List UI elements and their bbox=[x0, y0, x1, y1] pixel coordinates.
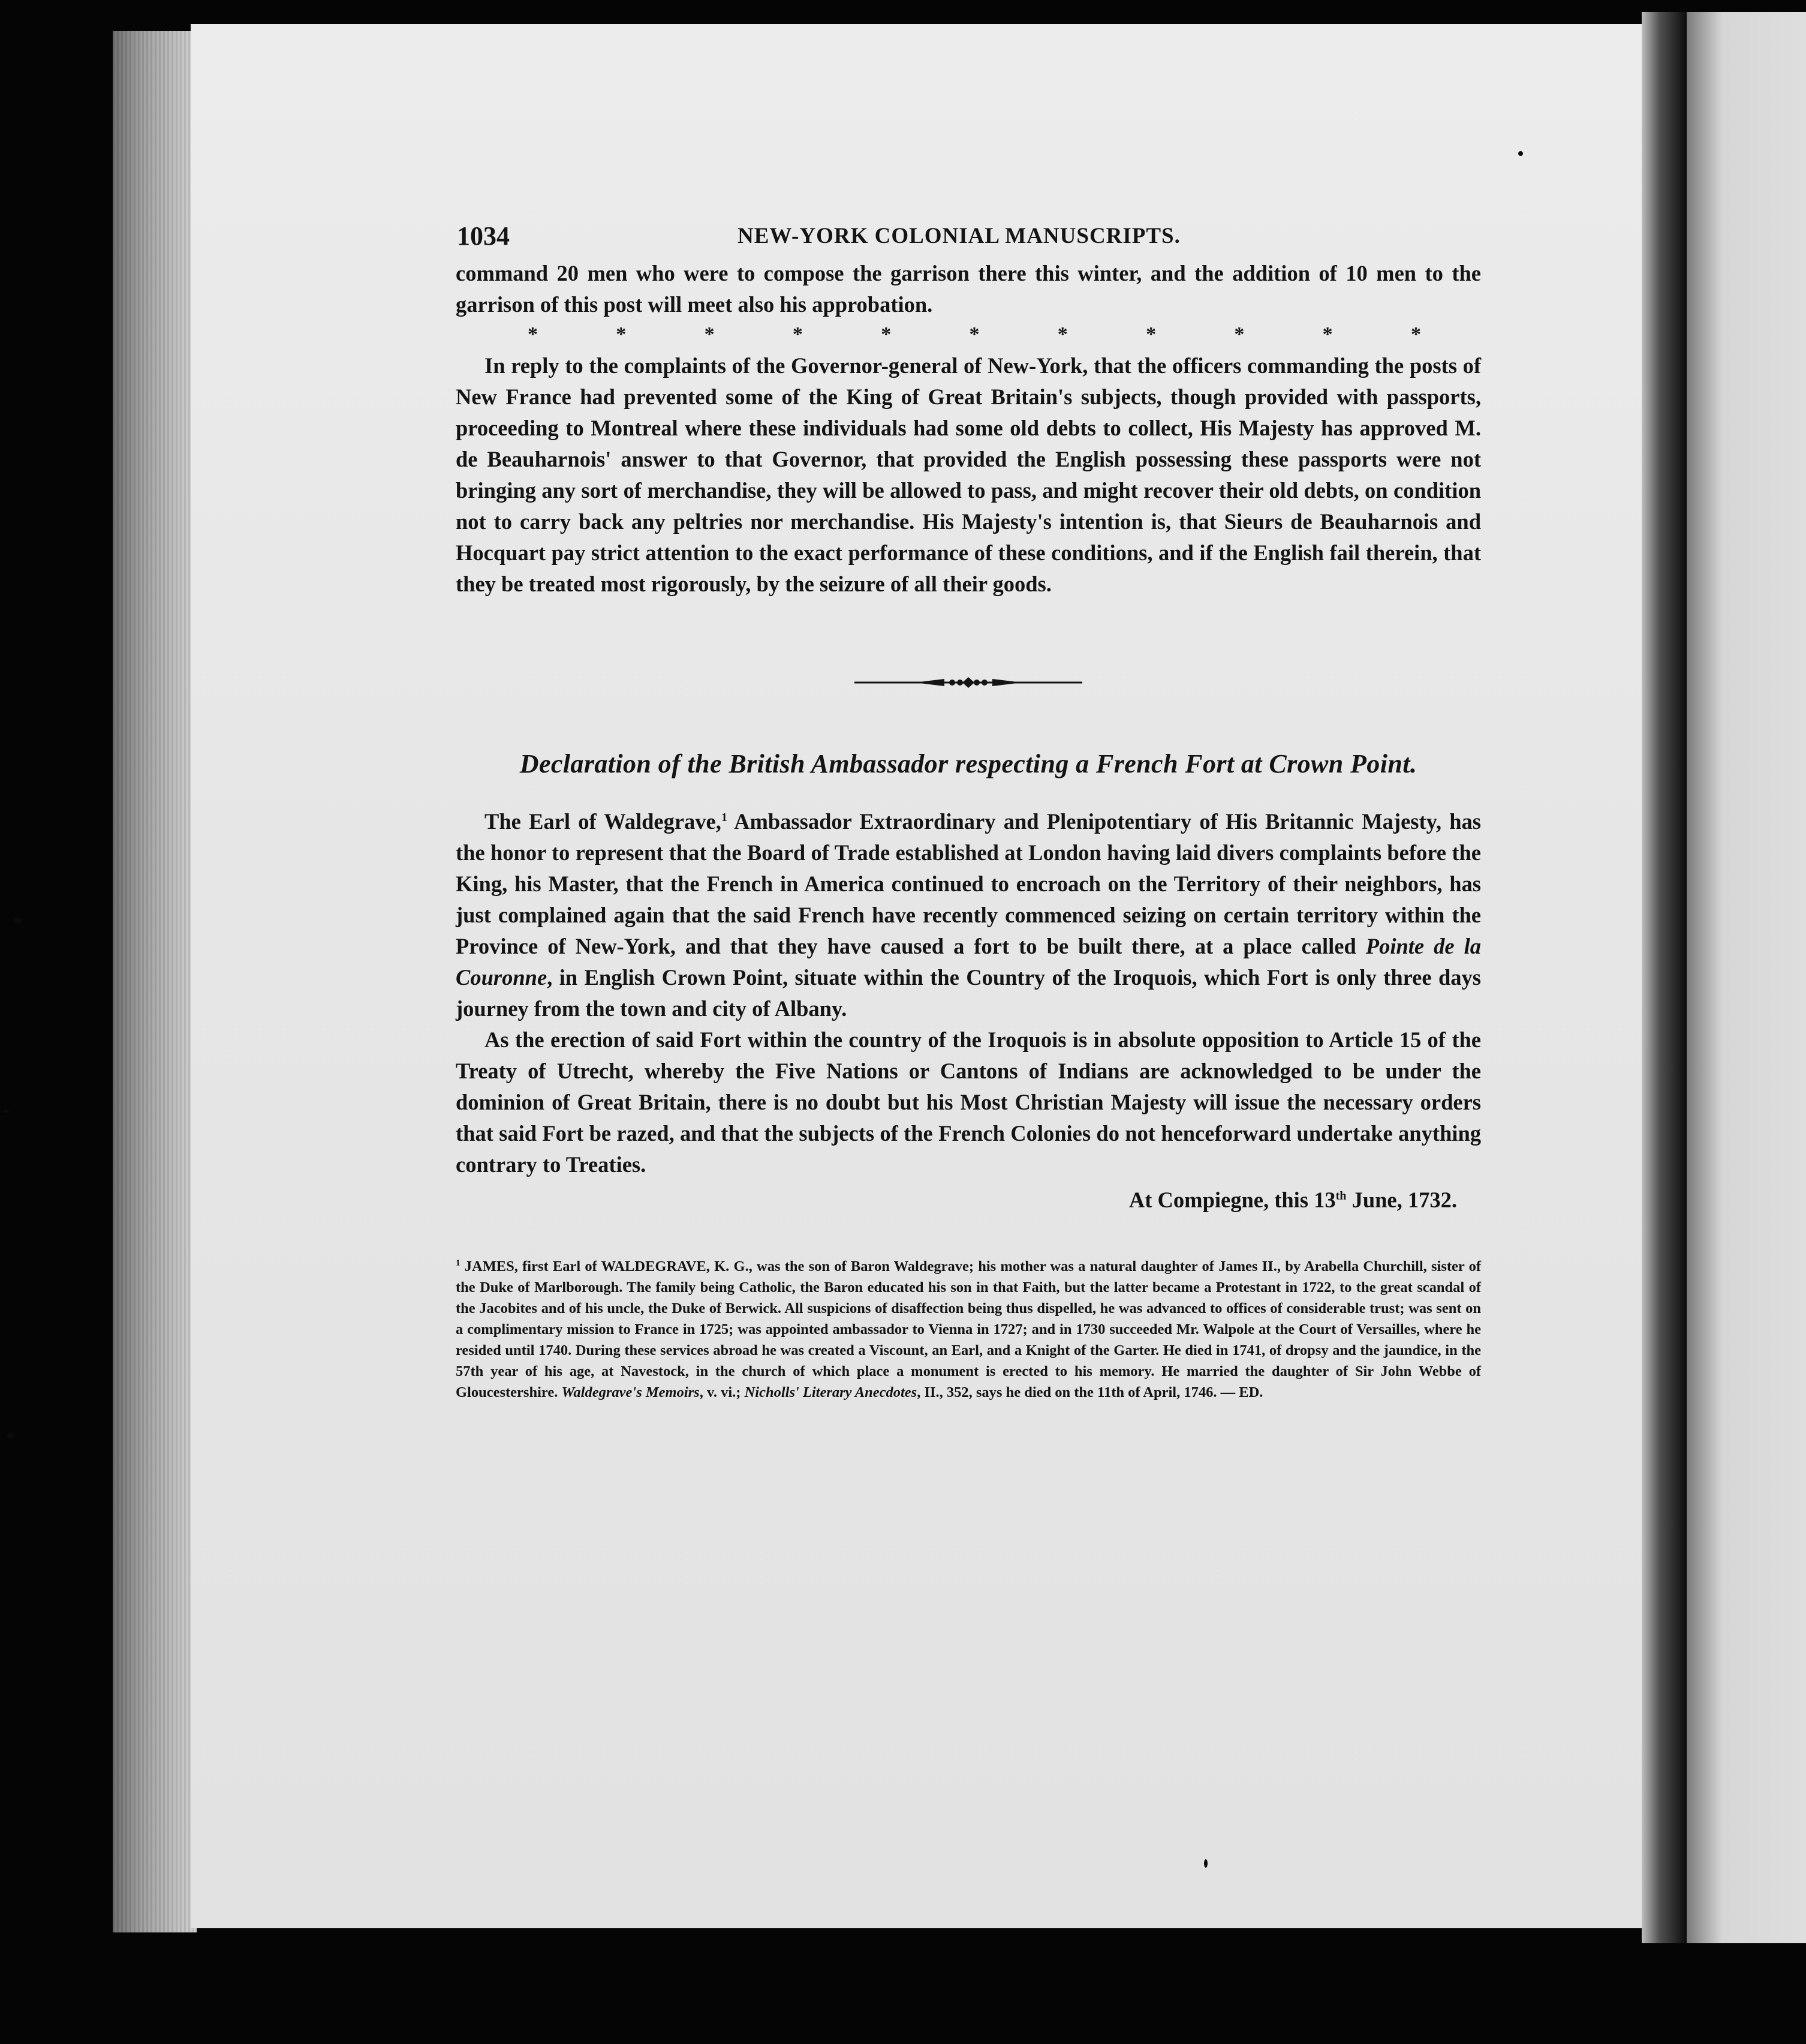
star-mark: * bbox=[528, 323, 538, 345]
page-stack-texture bbox=[113, 31, 197, 1932]
paragraph-text: Ambassador Extraordinary and Plenipotentiary of His Britannic Majesty, has the honor to represent that the Board of Trade established at London having laid divers complaints before the King, his Master, that the French in America continued to encroach on the Territory of their neighbors, has just complained again that the said French have recently commenced seizing on certain territory within the Province of New-York, and that they have caused a fort to be built there, at a place called bbox=[456, 809, 1481, 959]
dust-speck bbox=[7, 1433, 14, 1438]
declaration-paragraph-2: As the erection of said Fort within the country of the Iroquois is in absolute opposition to Article 15 of the Treaty of Utrecht, whereby the Five Nations or Cantons of Indians are acknowledged to be under the dominion of Great Britain, there is no doubt but his Most Christian Majesty will issue the necessary orders that said Fort be razed, and that the subjects of the French Colonies do not henceforward undertake anything contrary to Treaties. bbox=[456, 1027, 1481, 1177]
gutter-shadow bbox=[1642, 12, 1687, 1943]
running-header bbox=[456, 216, 1481, 258]
page-content bbox=[456, 216, 1481, 1403]
star-mark: * bbox=[1057, 323, 1068, 345]
ellipsis-stars bbox=[456, 321, 1481, 348]
declaration-paragraph-1 bbox=[456, 802, 1481, 1024]
footnote-text: , II., 352, says he died on the 11th of April, 1746. — ED. bbox=[917, 1384, 1263, 1401]
footnote-source: Nicholls' Literary Anecdotes bbox=[744, 1384, 917, 1401]
date-text: June, 1732. bbox=[1346, 1188, 1457, 1213]
declaration-title: Declaration of the British Ambassador respecting a French Fort at Crown Point. bbox=[519, 749, 1417, 778]
star-mark: * bbox=[792, 323, 803, 345]
top-section bbox=[456, 258, 1481, 600]
dust-speck bbox=[4, 1110, 9, 1113]
dust-speck bbox=[1204, 1859, 1208, 1868]
date-ordinal: th bbox=[1335, 1189, 1347, 1203]
governor-paragraph: In reply to the complaints of the Governor-general of New-York, that the officers commanding the posts of New France had prevented some of the King of Great Britain's subjects, though provided with passports, proceeding to Montreal where these individuals had some old debts to collect, His Majesty has approved M. de Beauharnois' answer to that Governor, that provided the English possessing these passports were not bringing any sort of merchandise, they will be allowed to pass, and might recover their old debts, on condition not to carry back any peltries nor merchandise. His Majesty's intention is, that Sieurs de Beauharnois and Hocquart pay strict attention to the exact performance of these conditions, and if the English fail therein, that they be treated most rigorously, by the seizure of all their goods. bbox=[456, 353, 1481, 596]
date-line bbox=[456, 1180, 1481, 1216]
star-mark: * bbox=[1146, 323, 1157, 345]
dust-speck bbox=[13, 918, 22, 923]
footnote-marker: 1 bbox=[456, 1258, 460, 1269]
carryover-paragraph: command 20 men who were to compose the garrison there this winter, and the addition of 10 men to the garrison of this post will meet also his approbation. bbox=[456, 261, 1481, 317]
paragraph-text: The Earl of Waldegrave, bbox=[484, 809, 721, 834]
star-mark: * bbox=[881, 323, 892, 345]
star-mark: * bbox=[704, 323, 715, 345]
star-mark: * bbox=[1410, 323, 1421, 345]
place-name: Pointe de la Couronne bbox=[456, 934, 1481, 990]
paragraph-text: , in English Crown Point, situate within the Country of the Iroquois, which Fort is only three days journey from the town and city of Albany. bbox=[456, 965, 1481, 1021]
dust-speck bbox=[1518, 151, 1523, 156]
page-number: 1034 bbox=[457, 221, 510, 251]
declaration-body bbox=[456, 802, 1481, 1216]
star-mark: * bbox=[1234, 323, 1245, 345]
section-divider-ornament bbox=[854, 675, 1082, 690]
star-mark: * bbox=[616, 323, 627, 345]
footnote-reference: 1 bbox=[721, 811, 727, 824]
footnote-text: , v. vi.; bbox=[699, 1384, 745, 1401]
footnote bbox=[456, 1253, 1481, 1403]
star-mark: * bbox=[969, 323, 980, 345]
date-text: At Compiegne, this 13 bbox=[1128, 1188, 1336, 1213]
facing-page-edge bbox=[1687, 12, 1806, 1943]
footnote-source: Waldegrave's Memoirs bbox=[561, 1384, 700, 1401]
footnote-text: JAMES, first Earl of WALDEGRAVE, K. G., was the son of Baron Waldegrave; his mother was a natural daughter of James II., by Arabella Churchill, sister of the Duke of Marlborough. The family being Catholic, the Baron educated his son in that Faith, but the latter became a Protestant in 1722, to the great scandal of the Jacobites and of his uncle, the Duke of Berwick. All suspicions of disaffection being thus dispelled, he was advanced to offices of considerable trust; was sent on a complimentary mission to France in 1725; was appointed ambassador to Vienna in 1727; and in 1730 succeeded Mr. Walpole at the Court of Versailles, where he resided until 1740. During these services abroad he was created a Viscount, an Earl, and a Knight of the Garter. He died in 1741, of dropsy and the jaundice, in the 57th year of his age, at Navestock, in the church of which place a monument is erected to his memory. He married the daughter of Sir John Webbe of Gloucestershire. bbox=[456, 1258, 1481, 1401]
star-mark: * bbox=[1322, 323, 1333, 345]
running-title: NEW-YORK COLONIAL MANUSCRIPTS. bbox=[738, 224, 1181, 248]
